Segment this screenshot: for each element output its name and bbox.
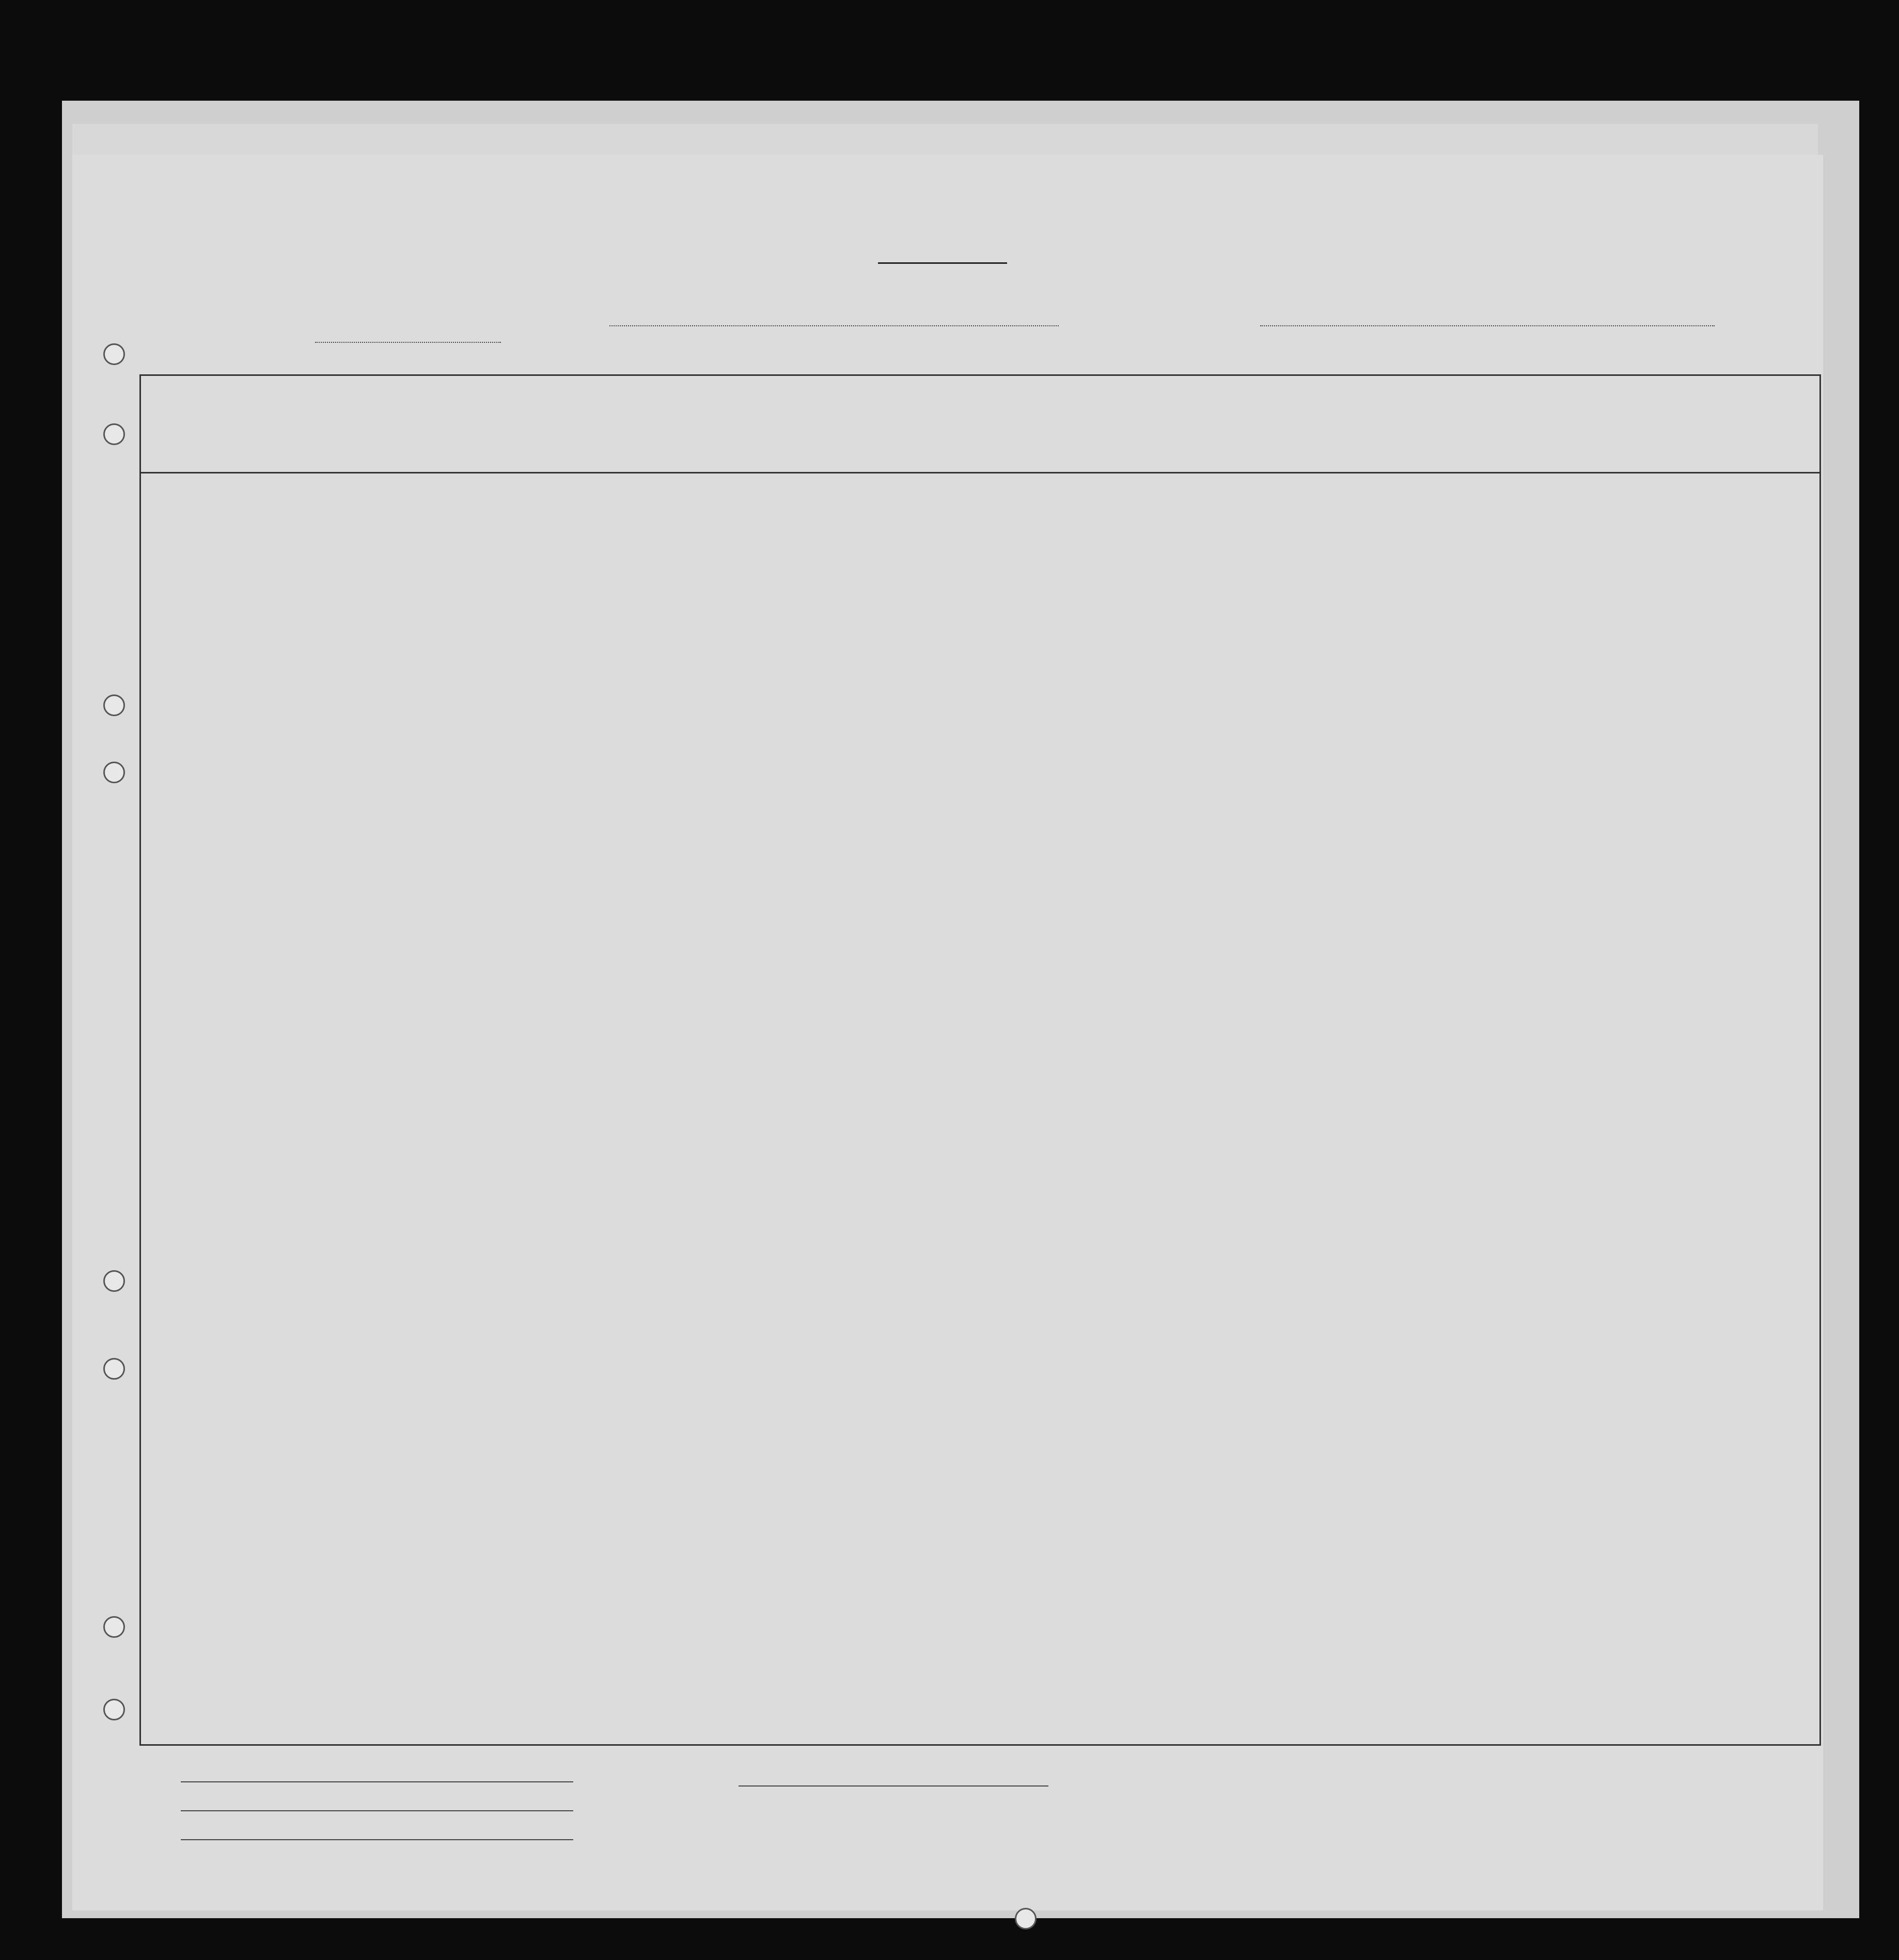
punch-hole (103, 1270, 125, 1292)
from-port (1260, 325, 1715, 326)
footer-rule (181, 1781, 573, 1782)
punch-hole (1015, 1908, 1037, 1930)
footer-rule (181, 1839, 573, 1840)
punch-hole (103, 1699, 125, 1720)
manifest-sheet (72, 155, 1823, 1910)
punch-hole (103, 423, 125, 445)
punch-hole (103, 1358, 125, 1380)
punch-hole (103, 343, 125, 365)
title-underline (878, 262, 1007, 264)
footer-rule (181, 1810, 573, 1811)
punch-hole (103, 762, 125, 783)
inspector-rule (739, 1785, 1048, 1787)
vessel-name (315, 342, 501, 343)
arriving-port (609, 325, 1059, 326)
header-bottom-rule (141, 472, 1819, 473)
vessel-line (248, 336, 1797, 367)
punch-hole (103, 1616, 125, 1638)
crew-table (139, 374, 1821, 1746)
punch-hole (103, 694, 125, 716)
